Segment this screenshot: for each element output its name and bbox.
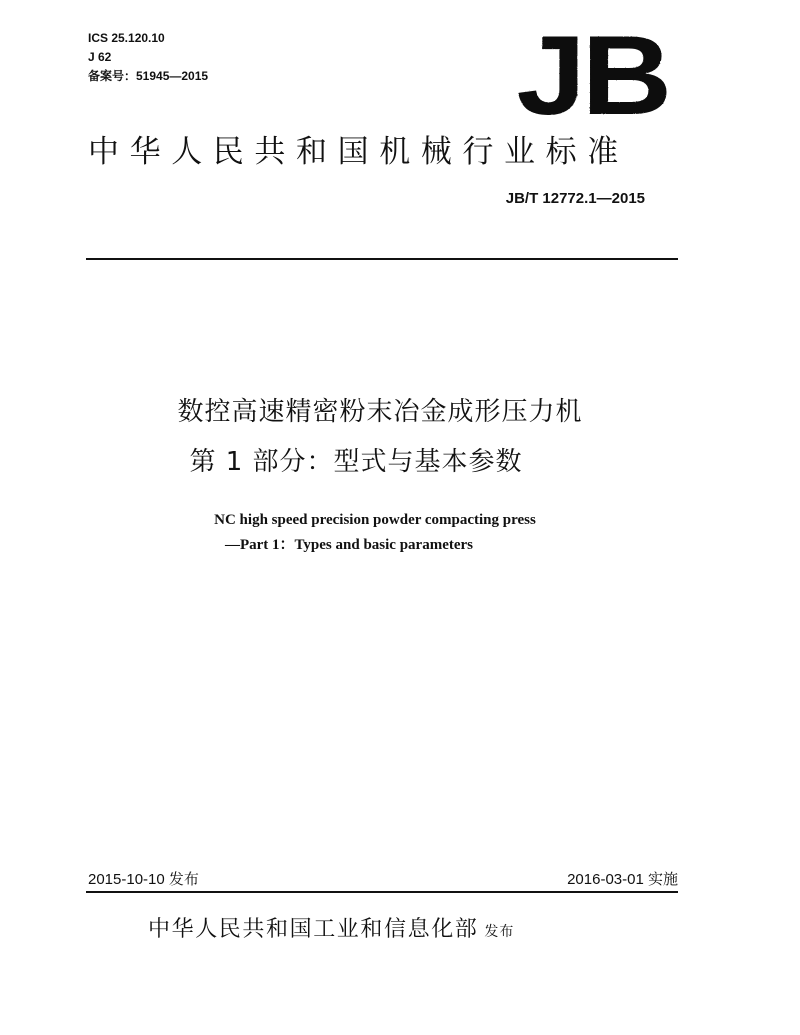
industry-standard-title: 中华人民共和国机械行业标准 xyxy=(88,134,629,170)
standard-number: JB/T 12772.1—2015 xyxy=(505,190,645,207)
jb-logo xyxy=(512,28,672,120)
publisher-suffix: 发布 xyxy=(484,924,515,940)
publisher xyxy=(148,912,514,943)
record-number: 备案号：51945—2015 xyxy=(88,69,209,83)
jb-logo-text: JB xyxy=(516,28,668,120)
j-code: J 62 xyxy=(88,50,112,64)
english-title-line-1: NC high speed precision powder compacting press xyxy=(214,512,536,528)
implementation-date: 2016-03-01 实施 xyxy=(567,871,678,888)
english-title-line-2: —Part 1：Types and basic parameters xyxy=(224,537,474,553)
chinese-title-line-2: 第 1 部分：型式与基本参数 xyxy=(189,447,523,477)
top-divider xyxy=(86,258,678,260)
issue-date: 2015-10-10 发布 xyxy=(88,871,199,888)
chinese-title-line-1: 数控高速精密粉末冶金成形压力机 xyxy=(177,397,583,427)
publisher-name: 中华人民共和国工业和信息化部 xyxy=(148,917,479,942)
bottom-divider xyxy=(86,891,678,893)
ics-code: ICS 25.120.10 xyxy=(88,31,165,45)
